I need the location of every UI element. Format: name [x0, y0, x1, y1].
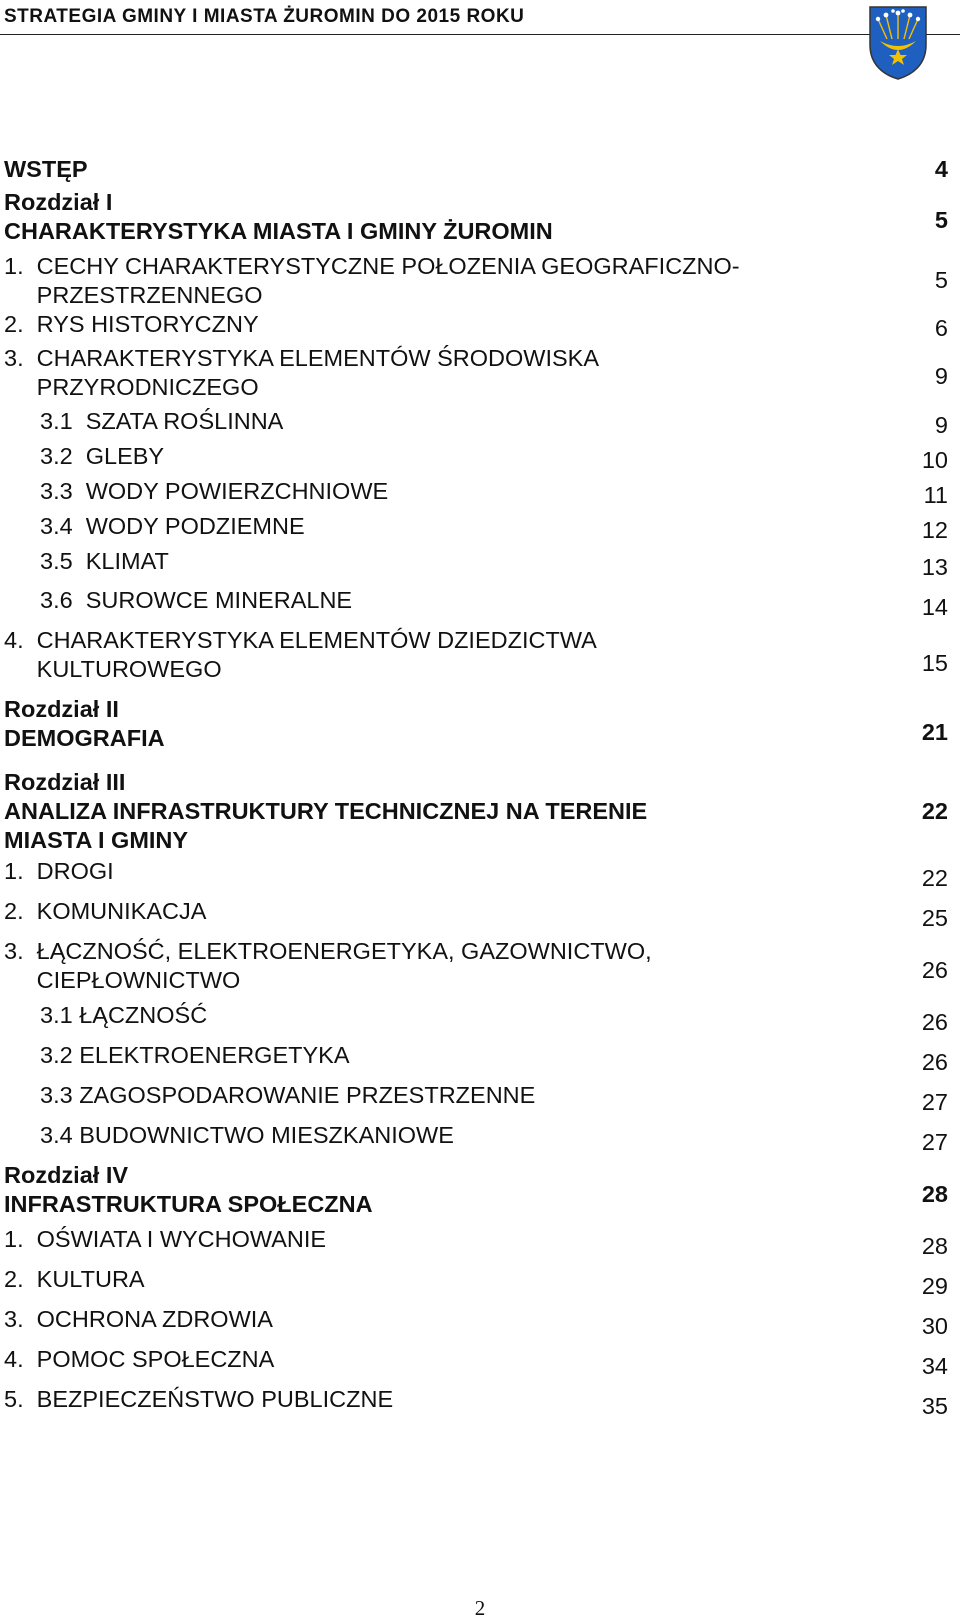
toc-entry	[4, 937, 954, 995]
zuromin-coat-of-arms-icon	[866, 3, 930, 81]
toc-entry	[4, 1225, 954, 1259]
toc-entry-title: 3.1 SZATA ROŚLINNA	[40, 408, 284, 434]
toc-entry-title: 2. RYS HISTORYCZNY	[4, 311, 259, 337]
toc-entry	[4, 626, 954, 684]
toc-entry-title: 5. BEZPIECZEŃSTWO PUBLICZNE	[4, 1386, 394, 1412]
toc-chapter-entry	[4, 188, 954, 246]
toc-entry-title: 3.4 WODY PODZIEMNE	[40, 513, 305, 539]
toc-entry-page: 22	[921, 865, 948, 891]
toc-entry-page: 6	[934, 315, 948, 341]
toc-entry-page: 25	[921, 905, 948, 931]
toc-entry-title: 1. CECHY CHARAKTERYSTYCZNE POŁOZENIA GEOGRAFICZNO- PRZESTRZENNEGO	[4, 253, 740, 308]
toc-entry-title: 3. OCHRONA ZDROWIA	[4, 1306, 273, 1332]
toc-entry-page: 4	[934, 156, 948, 182]
toc-entry-title: 3.3 ZAGOSPODAROWANIE PRZESTRZENNE	[40, 1082, 536, 1108]
toc-entry-title: 3.4 BUDOWNICTWO MIESZKANIOWE	[40, 1122, 454, 1148]
toc-entry-title: 3.1 ŁĄCZNOŚĆ	[40, 1002, 208, 1028]
toc-chapter-entry	[4, 768, 954, 855]
toc-entry-title: 4. POMOC SPOŁECZNA	[4, 1346, 275, 1372]
page-number: 2	[474, 1596, 486, 1620]
toc-entry	[4, 897, 954, 931]
toc-entry-title: 3. CHARAKTERYSTYKA ELEMENTÓW ŚRODOWISKA PRZYRODNICZEGO	[4, 345, 600, 400]
document-title: STRATEGIA GMINY I MIASTA ŻUROMIN DO 2015 ROKU	[4, 6, 525, 27]
toc-entry-title: 3. ŁĄCZNOŚĆ, ELEKTROENERGETYKA, GAZOWNICTWO, CIEPŁOWNICTWO	[4, 938, 652, 993]
toc-entry	[4, 1265, 954, 1299]
toc-entry-page: 11	[923, 482, 948, 508]
toc-entry-page: 9	[934, 412, 948, 438]
toc-entry-page: 5	[934, 207, 948, 233]
toc-entry	[4, 1121, 954, 1155]
toc-chapter-entry	[4, 695, 954, 753]
toc-entry-page: 35	[921, 1393, 948, 1419]
toc-entry-title: Rozdział IV INFRASTRUKTURA SPOŁECZNA	[4, 1162, 373, 1217]
toc-entry	[4, 442, 954, 471]
toc-entry	[4, 344, 954, 402]
toc-entry-title: Rozdział III ANALIZA INFRASTRUKTURY TECHNICZNEJ NA TERENIE MIASTA I GMINY	[4, 769, 648, 853]
toc-entry-title: 1. OŚWIATA I WYCHOWANIE	[4, 1226, 327, 1252]
toc-entry-title: 3.3 WODY POWIERZCHNIOWE	[40, 478, 389, 504]
toc-entry-page: 28	[921, 1181, 948, 1207]
toc-entry-title: 3.2 ELEKTROENERGETYKA	[40, 1042, 350, 1068]
toc-entry	[4, 1041, 954, 1075]
toc-entry	[4, 1345, 954, 1379]
toc-entry-title: Rozdział II DEMOGRAFIA	[4, 696, 165, 751]
toc-entry	[4, 1081, 954, 1115]
toc-entry-title: 3.6 SUROWCE MINERALNE	[40, 587, 353, 613]
toc-entry-page: 30	[921, 1313, 948, 1339]
toc-entry-page: 26	[921, 1009, 948, 1035]
toc-entry-title: 2. KULTURA	[4, 1266, 145, 1292]
toc-entry	[4, 252, 954, 310]
toc-entry-page: 14	[921, 594, 948, 620]
toc-entry-title: 3.5 KLIMAT	[40, 548, 169, 574]
toc-entry-page: 12	[921, 517, 948, 543]
toc-entry-page: 9	[934, 363, 948, 389]
toc-entry-title: 4. CHARAKTERYSTYKA ELEMENTÓW DZIEDZICTWA KULTUROWEGO	[4, 627, 597, 682]
toc-entry	[4, 1305, 954, 1339]
toc-entry-page: 22	[921, 798, 948, 824]
toc-entry-title: WSTĘP	[4, 156, 88, 182]
toc-chapter-entry	[4, 1161, 954, 1219]
toc-entry-page: 26	[921, 1049, 948, 1075]
toc-entry-page: 34	[921, 1353, 948, 1379]
toc-entry-title: 1. DROGI	[4, 858, 114, 884]
toc-entry-page: 28	[921, 1233, 948, 1259]
toc-entry-page: 10	[921, 447, 948, 473]
toc-entry	[4, 1001, 954, 1035]
header-divider	[0, 34, 960, 35]
toc-entry-title: 3.2 GLEBY	[40, 443, 165, 469]
toc-chapter-entry	[4, 155, 954, 184]
toc-entry-page: 29	[921, 1273, 948, 1299]
toc-entry-title: Rozdział I CHARAKTERYSTYKA MIASTA I GMINY ŻUROMIN	[4, 189, 553, 244]
toc-entry	[4, 547, 954, 580]
toc-entry	[4, 586, 954, 620]
toc-entry-page: 21	[921, 719, 948, 745]
toc-entry	[4, 477, 954, 506]
toc-entry-page: 27	[921, 1129, 948, 1155]
toc-entry-page: 15	[921, 650, 948, 676]
toc-entry	[4, 857, 954, 891]
toc-entry-page: 13	[921, 554, 948, 580]
toc-entry-title: 2. KOMUNIKACJA	[4, 898, 207, 924]
toc-entry	[4, 310, 954, 339]
toc-entry-page: 5	[934, 267, 948, 293]
toc-entry-page: 27	[921, 1089, 948, 1115]
toc-entry	[4, 1385, 954, 1419]
toc-entry	[4, 407, 954, 436]
toc-entry-page: 26	[921, 957, 948, 983]
toc-entry	[4, 512, 954, 541]
